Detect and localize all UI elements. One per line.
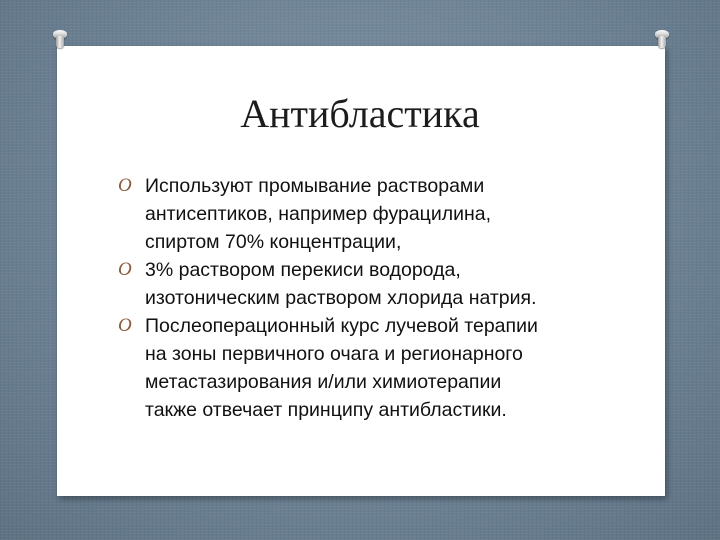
slide-title: Антибластика xyxy=(240,91,480,136)
push-pin-right-icon xyxy=(655,30,669,50)
bullet-text-line: спиртом 70% концентрации, xyxy=(145,231,402,253)
bullet-item-2 xyxy=(118,256,628,312)
bullet-item-1 xyxy=(118,172,628,256)
bullet-text-line: антисептиков, например фурацилина, xyxy=(145,203,492,225)
bullet-text-line: Послеоперационный курс лучевой терапии xyxy=(145,315,538,337)
bullet-text-line: Используют промывание растворами xyxy=(145,175,485,197)
bullet-text-line: также отвечает принципу антибластики. xyxy=(145,399,507,421)
bullet-text-line: 3% раствором перекиси водорода, xyxy=(145,259,461,281)
bullet-list xyxy=(118,172,628,424)
bullet-text-line: изотоническим раствором хлорида натрия. xyxy=(145,287,537,309)
bullet-text-line: на зоны первичного очага и регионарного xyxy=(145,343,523,365)
bullet-item-3 xyxy=(118,312,628,424)
bullet-marker-icon: O xyxy=(118,315,132,336)
bullet-text-line: метастазирования и/или химиотерапии xyxy=(145,371,502,393)
push-pin-left-icon xyxy=(53,30,67,50)
bullet-marker-icon: O xyxy=(118,175,132,196)
bullet-marker-icon: O xyxy=(118,259,132,280)
